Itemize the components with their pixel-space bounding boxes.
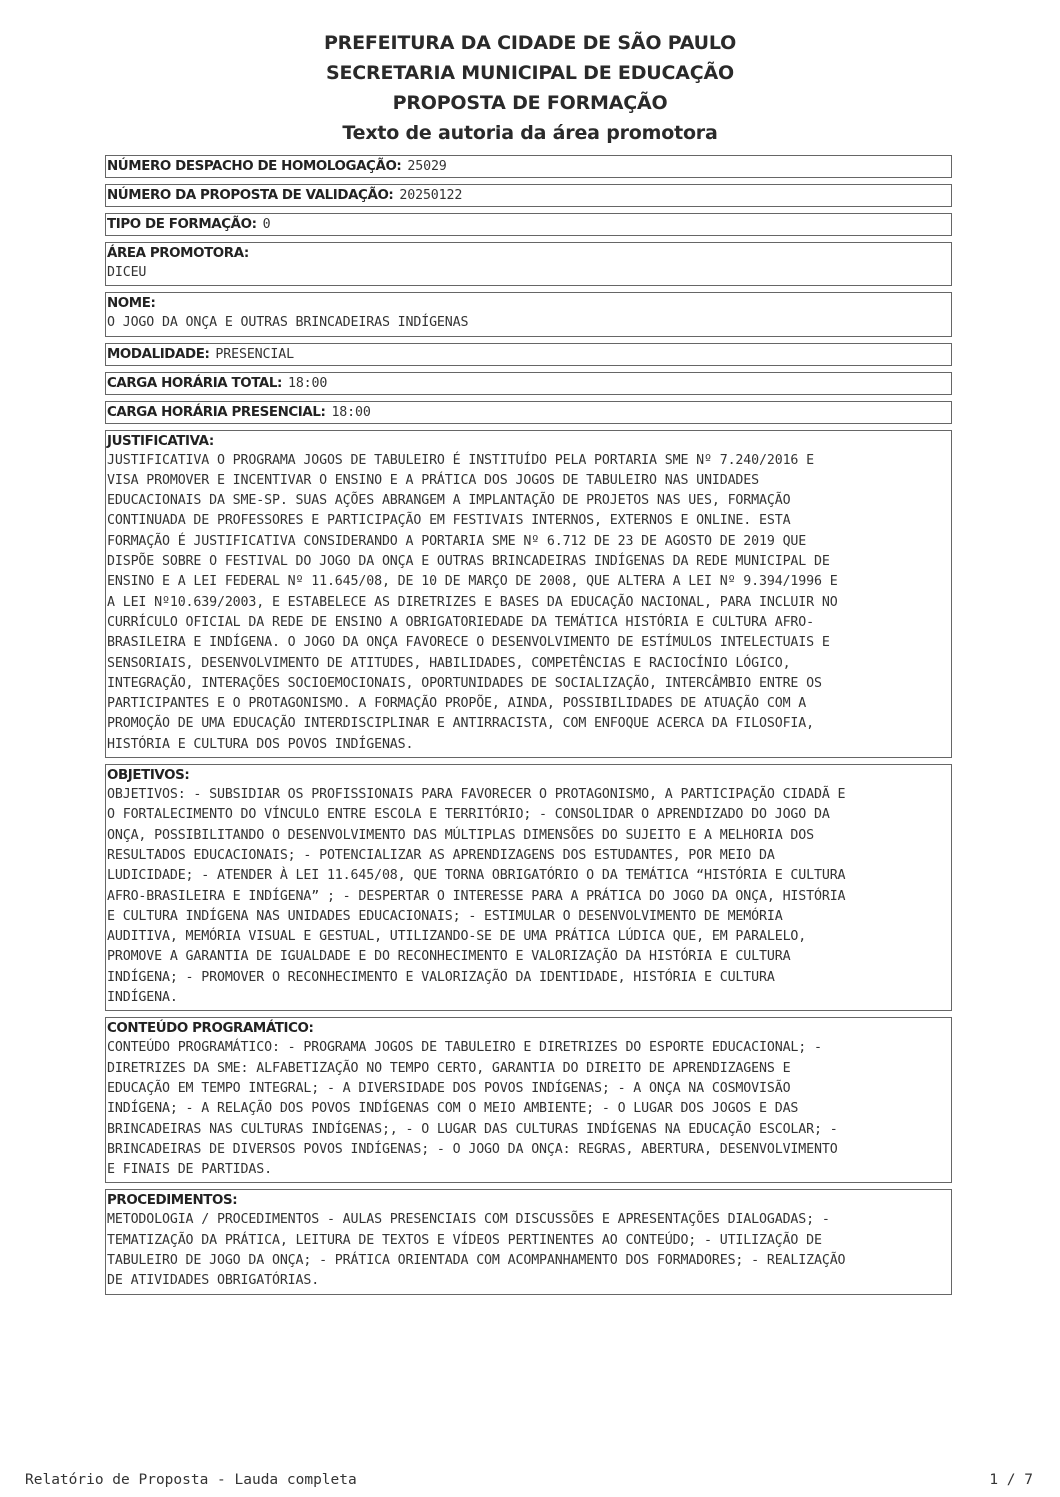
field-label: NÚMERO DESPACHO DE HOMOLOGAÇÃO: (107, 159, 402, 174)
header-proposta: PROPOSTA DE FORMAÇÃO (392, 92, 668, 114)
field-value: O JOGO DA ONÇA E OUTRAS BRINCADEIRAS INDÍGENAS (107, 315, 469, 331)
field-carga-total (105, 372, 952, 395)
field-despacho (105, 155, 952, 178)
header-prefeitura: PREFEITURA DA CIDADE DE SÃO PAULO (323, 32, 737, 54)
field-label: TIPO DE FORMAÇÃO: (107, 217, 257, 232)
field-value: JUSTIFICATIVA O PROGRAMA JOGOS DE TABULEIRO É INSTITUÍDO PELA PORTARIA SME Nº 7.240/2016 E VISA PROMOVER E INCENTIVAR O ENSINO E A PRÁTICA DOS JOGOS DE TABULEIRO NAS UNIDADES EDUCACIONAIS DA SME-SP. SUAS AÇÕES ABRANGEM A IMPLANTAÇÃO DE PROJETOS NAS UES, FORMAÇÃO CONTINUADA DE PROFESSORES E PARTICIPAÇÃO EM FESTIVAIS INTERNOS, EXTERNOS E ONLINE. ESTA FORMAÇÃO É JUSTIFICATIVA CONSIDERANDO A PORTARIA SME Nº 6.712 DE 23 DE AGOSTO DE 2019 QUE DISPÕE SOBRE O FESTIVAL DO JOGO DA ONÇA E OUTRAS BRINCADEIRAS INDÍGENAS DA REDE MUNICIPAL DE ENSINO E A LEI FEDERAL Nº 11.645/08, DE 10 DE MARÇO DE 2008, QUE ALTERA A LEI Nº 9.394/1996 E A LEI Nº10.639/2003, E ESTABELECE AS DIRETRIZES E BASES DA EDUCAÇÃO NACIONAL, PARA INCLUIR NO CURRÍCULO OFICIAL DA REDE DE ENSINO A OBRIGATORIEDADE DA TEMÁTICA HISTÓRIA E CULTURA AFRO- BRASILEIRA E INDÍGENA. O JOGO DA ONÇA FAVORECE O DESENVOLVIMENTO DE ESTÍMULOS INTELECTUAIS E SENSORIAIS, DESENVOLVIMENTO DE ATITUDES, HABILIDADES, COMPETÊNCIAS E RACIOCÍNIO LÓGICO, INTEGRAÇÃO, INTERAÇÕES SOCIOEMOCIONAIS, OPORTUNIDADES DE SOCIALIZAÇÃO, INTERCÂMBIO ENTRE OS PARTICIPANTES E O PROTAGONISMO. A FORMAÇÃO PROPÕE, AINDA, POSSIBILIDADES DE ATUAÇÃO COM A PROMOÇÃO DE UMA EDUCAÇÃO INTERDISCIPLINAR E ANTIRRACISTA, COM ENFOQUE ACERCA DA FILOSOFIA, HISTÓRIA E CULTURA DOS POVOS INDÍGENAS. (107, 452, 838, 752)
page-number: 1 / 7 (989, 1472, 1033, 1488)
field-label: OBJETIVOS: (107, 768, 190, 784)
field-label: ÁREA PROMOTORA: (107, 246, 249, 261)
field-value: DICEU (107, 265, 147, 280)
field-objetivos (105, 764, 952, 1011)
header-subtitle: Texto de autoria da área promotora (342, 122, 718, 144)
field-justificativa (105, 430, 952, 758)
field-value: 18:00 (287, 375, 328, 391)
field-value: 18:00 (331, 404, 371, 420)
field-label: NÚMERO DA PROPOSTA DE VALIDAÇÃO: (107, 188, 394, 203)
field-procedimentos (105, 1189, 952, 1294)
field-area-promotora (105, 242, 952, 286)
field-label: NOME: (107, 296, 156, 312)
field-value: CONTEÚDO PROGRAMÁTICO: - PROGRAMA JOGOS DE TABULEIRO E DIRETRIZES DO ESPORTE EDUCACIONAL; - DIRETRIZES DA SME: ALFABETIZAÇÃO NO TEMPO CERTO, GARANTIA DO DIREITO DE APRENDIZAGENS E EDUCAÇÃO EM TEMPO INTEGRAL; - A DIVERSIDADE DOS POVOS INDÍGENAS; - A ONÇA NA COSMOVISÃO INDÍGENA; - A RELAÇÃO DOS POVOS INDÍGENAS COM O MEIO AMBIENTE; - O LUGAR DOS JOGOS E DAS BRINCADEIRAS NAS CULTURAS INDÍGENAS;, - O LUGAR DAS CULTURAS INDÍGENAS NA EDUCAÇÃO ESCOLAR; - BRINCADEIRAS DE DIVERSOS POVOS INDÍGENAS; - O JOGO DA ONÇA: REGRAS, ABERTURA, DESENVOLVIMENTO E FINAIS DE PARTIDAS. (107, 1040, 838, 1178)
document-header (0, 28, 1060, 148)
field-label: JUSTIFICATIVA: (107, 433, 214, 449)
field-label: MODALIDADE: (107, 346, 210, 362)
field-label: CONTEÚDO PROGRAMÁTICO: (107, 1021, 314, 1037)
field-modalidade (105, 343, 952, 366)
field-value: 0 (262, 217, 271, 232)
header-secretaria: SECRETARIA MUNICIPAL DE EDUCAÇÃO (326, 62, 734, 84)
field-value: METODOLOGIA / PROCEDIMENTOS - AULAS PRESENCIAIS COM DISCUSSÕES E APRESENTAÇÕES DIALOGADAS; - TEMATIZAÇÃO DA PRÁTICA, LEITURA DE TEXTOS E VÍDEOS PERTINENTES AO CONTEÚDO; - UTILIZAÇÃO DE TABULEIRO DE JOGO DA ONÇA; - PRÁTICA ORIENTADA COM ACOMPANHAMENTO DOS FORMADORES; - REALIZAÇÃO DE ATIVIDADES OBRIGATÓRIAS. (107, 1212, 846, 1289)
field-value: OBJETIVOS: - SUBSIDIAR OS PROFISSIONAIS PARA FAVORECER O PROTAGONISMO, A PARTICIPAÇÃO CIDADÃ E O FORTALECIMENTO DO VÍNCULO ENTRE ESCOLA E TERRITÓRIO; - CONSOLIDAR O APRENDIZADO DO JOGO DA ONÇA, POSSIBILITANDO O DESENVOLVIMENTO DAS MÚLTIPLAS DIMENSÕES DO SUJEITO E A MELHORIA DOS RESULTADOS EDUCACIONAIS; - POTENCIALIZAR AS APRENDIZAGENS DOS ESTUDANTES, POR MEIO DA LUDICIDADE; - ATENDER À LEI 11.645/08, QUE TORNA OBRIGATÓRIO O DA TEMÁTICA “HISTÓRIA E CULTURA AFRO-BRASILEIRA E INDÍGENA” ; - DESPERTAR O INTERESSE PARA A PRÁTICA DO JOGO DA ONÇA, HISTÓRIA E CULTURA INDÍGENA NAS UNIDADES EDUCACIONAIS; - ESTIMULAR O DESENVOLVIMENTO DE MEMÓRIA AUDITIVA, MEMÓRIA VISUAL E GESTUAL, UTILIZANDO-SE DE UMA PRÁTICA LÚDICA QUE, EM PARALELO, PROMOVE A GARANTIA DE IGUALDADE E DO RECONHECIMENTO E VALORIZAÇÃO DA HISTÓRIA E CULTURA INDÍGENA; - PROMOVER O RECONHECIMENTO E VALORIZAÇÃO DA IDENTIDADE, HISTÓRIA E CULTURA INDÍGENA. (107, 787, 846, 1006)
field-nome (105, 292, 952, 336)
field-tipo (105, 213, 952, 236)
proposal-fields (105, 155, 952, 1301)
field-label: CARGA HORÁRIA TOTAL: (107, 375, 282, 391)
field-proposta (105, 184, 952, 207)
field-conteudo-programatico (105, 1017, 952, 1183)
field-label: CARGA HORÁRIA PRESENCIAL: (107, 404, 326, 420)
field-value: PRESENCIAL (215, 346, 294, 362)
footer-report-title: Relatório de Proposta - Lauda completa (25, 1472, 357, 1488)
field-value: 20250122 (399, 188, 463, 203)
field-value: 25029 (407, 159, 447, 174)
field-label: PROCEDIMENTOS: (107, 1193, 238, 1209)
field-carga-presencial (105, 401, 952, 424)
